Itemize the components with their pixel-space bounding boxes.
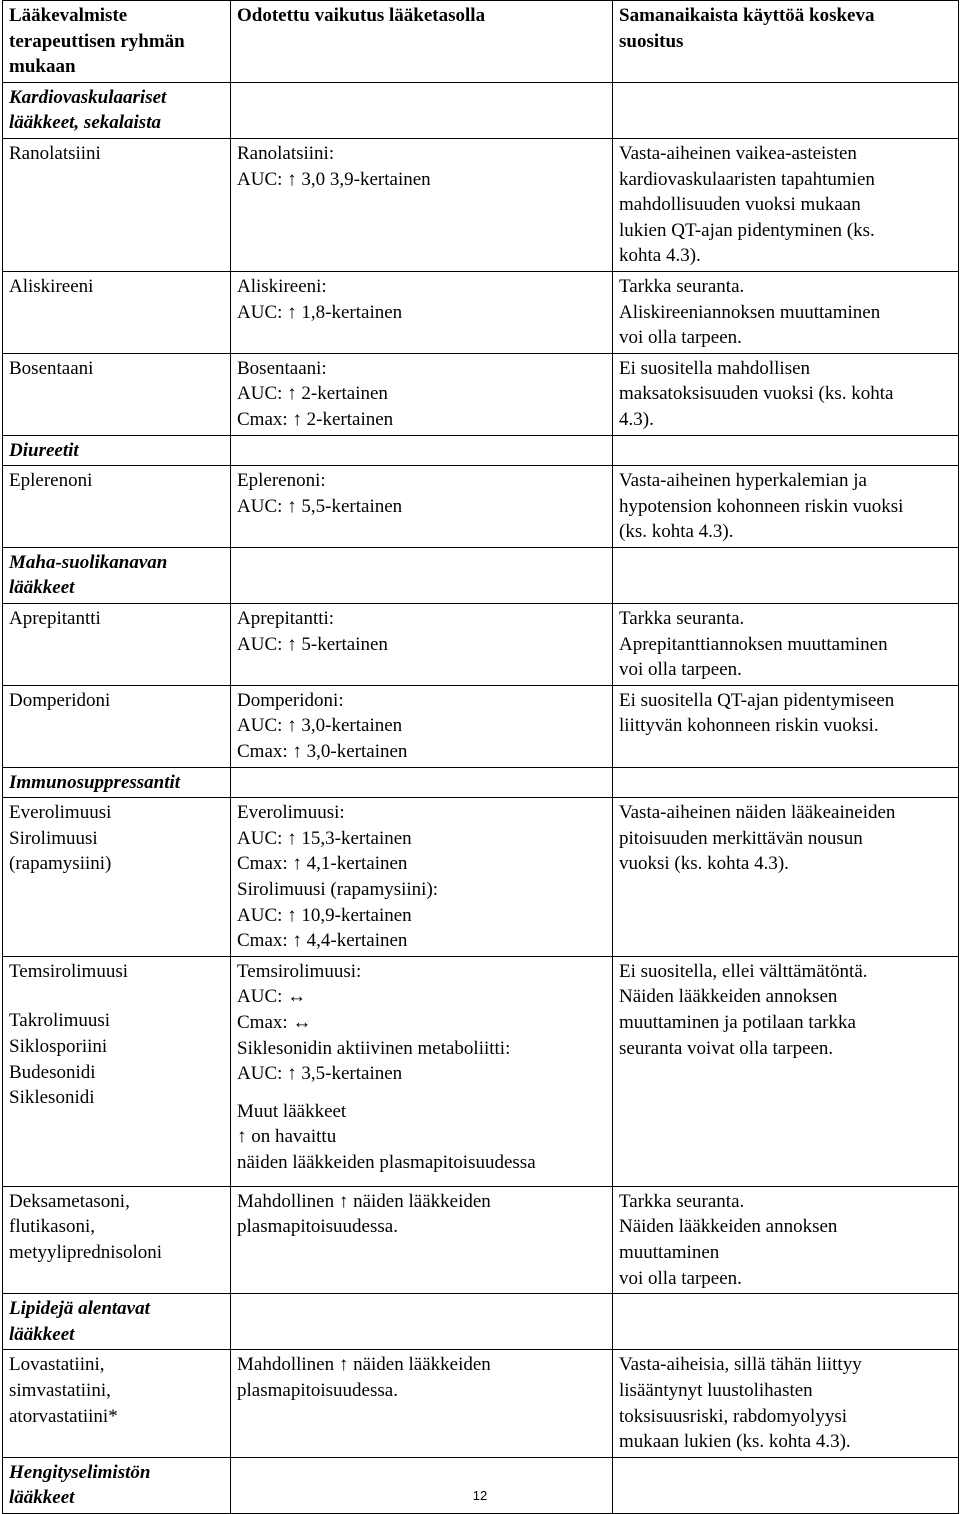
page-number: 12: [472, 1488, 488, 1503]
category-row: [3, 435, 959, 466]
category-row: [3, 1457, 959, 1513]
interaction-table: [2, 0, 959, 1514]
category-row: [3, 767, 959, 798]
category-lipid-lowering: Lipidejä alentavat lääkkeet: [3, 1294, 231, 1350]
recommendation: Vasta-aiheinen hyperkalemian ja hypotension kohonneen riskin vuoksi (ks. kohta 4.3).: [613, 466, 959, 548]
expected-effect: Aprepitantti: AUC: ↑ 5-kertainen: [231, 604, 613, 686]
expected-effect: Bosentaani: AUC: ↑ 2-kertainen Cmax: ↑ 2-kertainen: [231, 353, 613, 435]
recommendation: Vasta-aiheinen näiden lääkeaineiden pitoisuuden merkittävän nousun vuoksi (ks. kohta 4.3).: [613, 798, 959, 957]
drug-name: Deksametasoni, flutikasoni, metyyliprednisoloni: [3, 1186, 231, 1293]
header-drug-group: Lääkevalmiste terapeuttisen ryhmän mukaan: [3, 1, 231, 83]
recommendation: Vasta-aiheinen vaikea-asteisten kardiovaskulaaristen tapahtumien mahdollisuuden vuoksi mukaan lukien QT-ajan pidentyminen (ks. kohta 4.3).: [613, 138, 959, 271]
drug-name: Bosentaani: [3, 353, 231, 435]
drug-name: Eplerenoni: [3, 466, 231, 548]
recommendation: Ei suositella QT-ajan pidentymiseen liittyvän kohonneen riskin vuoksi.: [613, 685, 959, 767]
category-immunosuppressants: Immunosuppressantit: [3, 767, 231, 798]
recommendation: Tarkka seuranta. Aprepitanttiannoksen muuttaminen voi olla tarpeen.: [613, 604, 959, 686]
recommendation: Ei suositella, ellei välttämätöntä. Näiden lääkkeiden annoksen muuttaminen ja potilaan tarkka seuranta voivat olla tarpeen.: [613, 956, 959, 1186]
recommendation: Tarkka seuranta. Aliskireeniannoksen muuttaminen voi olla tarpeen.: [613, 271, 959, 353]
recommendation: Vasta-aiheisia, sillä tähän liittyy lisääntynyt luustolihasten toksisuusriski, rabdomyolyysi mukaan lukien (ks. kohta 4.3).: [613, 1350, 959, 1457]
drug-name: Temsirolimuusi Takrolimuusi Siklosporiini Budesonidi Siklesonidi: [3, 956, 231, 1186]
header-row: [3, 1, 959, 83]
expected-effect: Mahdollinen ↑ näiden lääkkeiden plasmapitoisuudessa.: [231, 1186, 613, 1293]
category-diuretics: Diureetit: [3, 435, 231, 466]
drug-name: Aliskireeni: [3, 271, 231, 353]
category-row: [3, 82, 959, 138]
drug-name: Everolimuusi Sirolimuusi (rapamysiini): [3, 798, 231, 957]
expected-effect: Everolimuusi: AUC: ↑ 15,3-kertainen Cmax: ↑ 4,1-kertainen Sirolimuusi (rapamysiini): AUC: ↑ 10,9-kertainen Cmax: ↑ 4,4-kertainen: [231, 798, 613, 957]
table-row: [3, 1186, 959, 1293]
expected-effect: Aliskireeni: AUC: ↑ 1,8-kertainen: [231, 271, 613, 353]
table-row: [3, 271, 959, 353]
expected-effect: Ranolatsiini: AUC: ↑ 3,0 3,9-kertainen: [231, 138, 613, 271]
drug-name: Ranolatsiini: [3, 138, 231, 271]
category-row: [3, 547, 959, 603]
table-row: [3, 466, 959, 548]
table-row: [3, 138, 959, 271]
table-row: [3, 956, 959, 1186]
category-gastrointestinal: Maha-suolikanavan lääkkeet: [3, 547, 231, 603]
drug-name: Domperidoni: [3, 685, 231, 767]
table-row: [3, 685, 959, 767]
table-row: [3, 798, 959, 957]
recommendation: Ei suositella mahdollisen maksatoksisuuden vuoksi (ks. kohta 4.3).: [613, 353, 959, 435]
drug-name: Aprepitantti: [3, 604, 231, 686]
table-row: [3, 353, 959, 435]
header-expected-effect: Odotettu vaikutus lääketasolla: [231, 1, 613, 83]
expected-effect: Domperidoni: AUC: ↑ 3,0-kertainen Cmax: ↑ 3,0-kertainen: [231, 685, 613, 767]
expected-effect: Mahdollinen ↑ näiden lääkkeiden plasmapitoisuudessa.: [231, 1350, 613, 1457]
header-recommendation: Samanaikaista käyttöä koskeva suositus: [613, 1, 959, 83]
category-cardiovascular: Kardiovaskulaariset lääkkeet, sekalaista: [3, 82, 231, 138]
expected-effect: Temsirolimuusi: AUC: ↔ Cmax: ↔ Siklesonidin aktiivinen metaboliitti: AUC: ↑ 3,5-kertainen Muut lääkkeet ↑ on havaittu näiden lääkkeiden plasmapitoisuudessa: [231, 956, 613, 1186]
expected-effect: Eplerenoni: AUC: ↑ 5,5-kertainen: [231, 466, 613, 548]
category-respiratory: Hengityselimistön lääkkeet: [3, 1457, 231, 1513]
table-row: [3, 604, 959, 686]
drug-name: Lovastatiini, simvastatiini, atorvastatiini*: [3, 1350, 231, 1457]
table-row: [3, 1350, 959, 1457]
category-row: [3, 1294, 959, 1350]
recommendation: Tarkka seuranta. Näiden lääkkeiden annoksen muuttaminen voi olla tarpeen.: [613, 1186, 959, 1293]
